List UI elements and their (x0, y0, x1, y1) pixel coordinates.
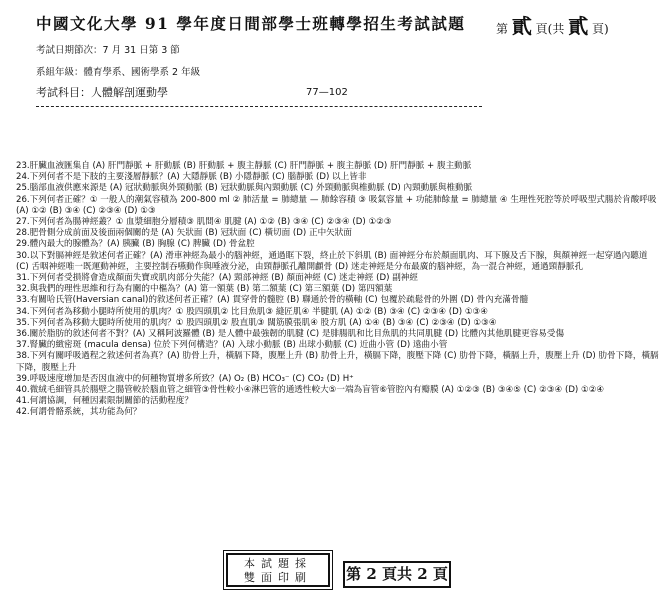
exam-title: 中國文化大學 91 學年度日間部學士班轉學招生考試試題 (36, 14, 466, 33)
subject-code: 77—102 (306, 87, 348, 98)
double-sided-stamp (226, 553, 330, 587)
header-divider (36, 106, 482, 107)
question-28: 28.肥骨側分成前面及後面兩個關的是 (A) 矢狀面 (B) 冠狀面 (C) 橫切面 (D) 正中矢狀面 (16, 228, 352, 239)
page-info (496, 10, 609, 39)
question-39: 39.呼吸速度增加是否因血液中的何種物質增多所致？(A) O₂ (B) HCO₃⁻ (C) CO₂ (D) H⁺ (16, 373, 354, 384)
page-number-box: 第 2 頁共 2 頁 (343, 561, 451, 588)
question-list (16, 161, 662, 419)
question-35: 35.下列何者為移動大腿時所使用的肌肉？① 股四頭肌② 股直肌③ 闊筋膜張肌④ 股方肌 (A) ①④ (B) ③④ (C) ②③④ (D) ①③④ (16, 317, 497, 328)
question-32: 32.與我們的理性思維和行為有關的中樞為？(A) 第一額葉 (B) 第二額葉 (C) 第三額葉 (D) 第四額葉 (16, 284, 393, 295)
stamp-line-2: 雙面印刷 (244, 571, 312, 584)
subject: 考試科目：人體解剖運動學 (36, 86, 168, 99)
question-41: 41.何謂協調，何種因素限制關節的活動程度？ (16, 396, 193, 407)
page-info-page: 貳 (511, 14, 532, 38)
question-26: 26.下列何者正確？① 一般人的潮氣容積為 200-800 ml ② 肺活量 = 肺總量 — 肺餘容積 ③ 吸氣容量 + 功能肺餘量 = 肺總量 ④ 生理性死腔等於呼吸型式腸於肯酸呼吸 (A) ①② (B) ③④ (C) ②③④ (D) ①③ (16, 194, 657, 216)
page-info-total: 貳 (568, 14, 589, 38)
question-34: 34.下列何者為移動小腿時所使用的肌肉？① 股四頭肌② 比目魚肌③ 縫匠肌④ 半腱肌 (A) ①② (B) ③④ (C) ②③④ (D) ①③④ (16, 306, 488, 317)
question-38: 38.下列有關呼吸過程之敘述何者為真？(A) 肋骨上升，橫膈下降，腹壓上升 (B) 肋骨上升，橫膈下降，腹壓下降 (C) 肋骨下降，橫膈上升，腹壓上升 (D) 肋骨下降，橫膈下降，腹壓上升 (16, 351, 659, 373)
question-31: 31.下列何者受損將會造成顏面失寶或肌肉部分失能？(A) 頸部神經 (B) 顏面神經 (C) 迷走神經 (D) 副神經 (16, 273, 418, 284)
question-40: 40.微絨毛細管具於腸壁之腸管較於腦血管之細管③骨性較小④淋巴管的通透性較大⑤一端為盲管⑥管腔內有瓣膜 (A) ①②③ (B) ③④⑤ (C) ②③④ (D) ①②④ (16, 385, 605, 396)
department: 系組年級：體育學系、國術學系 2 年級 (36, 67, 201, 78)
question-42: 42.何謂骨骼系統，其功能為何？ (16, 407, 142, 418)
question-30: 30.以下對膈神經是敘述何者正確？(A) 滑車神經為最小的腦神經，通過眶下裂，終止於下斜肌 (B) 面神經分布於顏面肌肉、耳下腺及舌下腺，與顏神經一起穿過內聽道 (C) 舌咽神經唯一既運動神經，主要控制吞嚥動作與唾液分泌，由頸靜脈孔離開顱骨 (D) 迷走神經是分布最廣的腦神經，為一混合神經，通過頸靜脈孔 (16, 250, 648, 272)
question-25: 25.腦部血液供應來源是 (A) 冠狀動脈與外頸動脈 (B) 冠狀動脈與內頸動脈 (C) 外頸動脈與椎動脈 (D) 內頸動脈與椎動脈 (16, 183, 473, 194)
question-33: 33.有關哈氏管(Haversian canal)的敘述何者正確？(A) 貫穿骨的髓腔 (B) 聯通於骨的橫軸 (C) 包覆於疏鬆骨的外圍 (D) 骨內充滿骨髓 (16, 295, 529, 306)
question-36: 36.關於脂肪的敘述何者不對？(A) 又稱阿波羅體 (B) 是人體中最強韌的肌腱 (C) 是腓腸肌和比目魚肌的共同肌腱 (D) 比體內其他肌腱更容易受傷 (16, 329, 565, 340)
question-27: 27.下列何者為腸神經叢？① 血漿細胞分層積③ 肌間④ 肌腱 (A) ①② (B) ③④ (C) ②③④ (D) ①②③ (16, 217, 392, 228)
question-29: 29.體內最大的腺體為？(A) 胰臟 (B) 胸腺 (C) 脾臟 (D) 骨盆腔 (16, 239, 255, 250)
stamp-line-1: 本試題採 (244, 557, 312, 570)
exam-date: 考試日期節次：7 月 31 日第 3 節 (36, 45, 180, 56)
question-23: 23.肝臟血液匯集自 (A) 肝門靜脈 + 肝動脈 (B) 肝動脈 + 腹主靜脈 (C) 肝門靜脈 + 腹主靜脈 (D) 肝門靜脈 + 腹主動脈 (16, 161, 472, 171)
question-37: 37.腎臟的緻密斑 (macula densa) 位於下列何構造？(A) 入球小動脈 (B) 出球小動脈 (C) 近曲小管 (D) 遠曲小管 (16, 340, 448, 351)
page-info-prefix: 第 (496, 22, 509, 36)
page-info-mid: 頁(共 (535, 22, 565, 36)
page-info-suffix: 頁) (592, 22, 609, 36)
question-24: 24.下列何者不是下肢的主要淺層靜脈？(A) 大隱靜脈 (B) 小隱靜脈 (C) 腦靜脈 (D) 以上皆非 (16, 172, 367, 183)
